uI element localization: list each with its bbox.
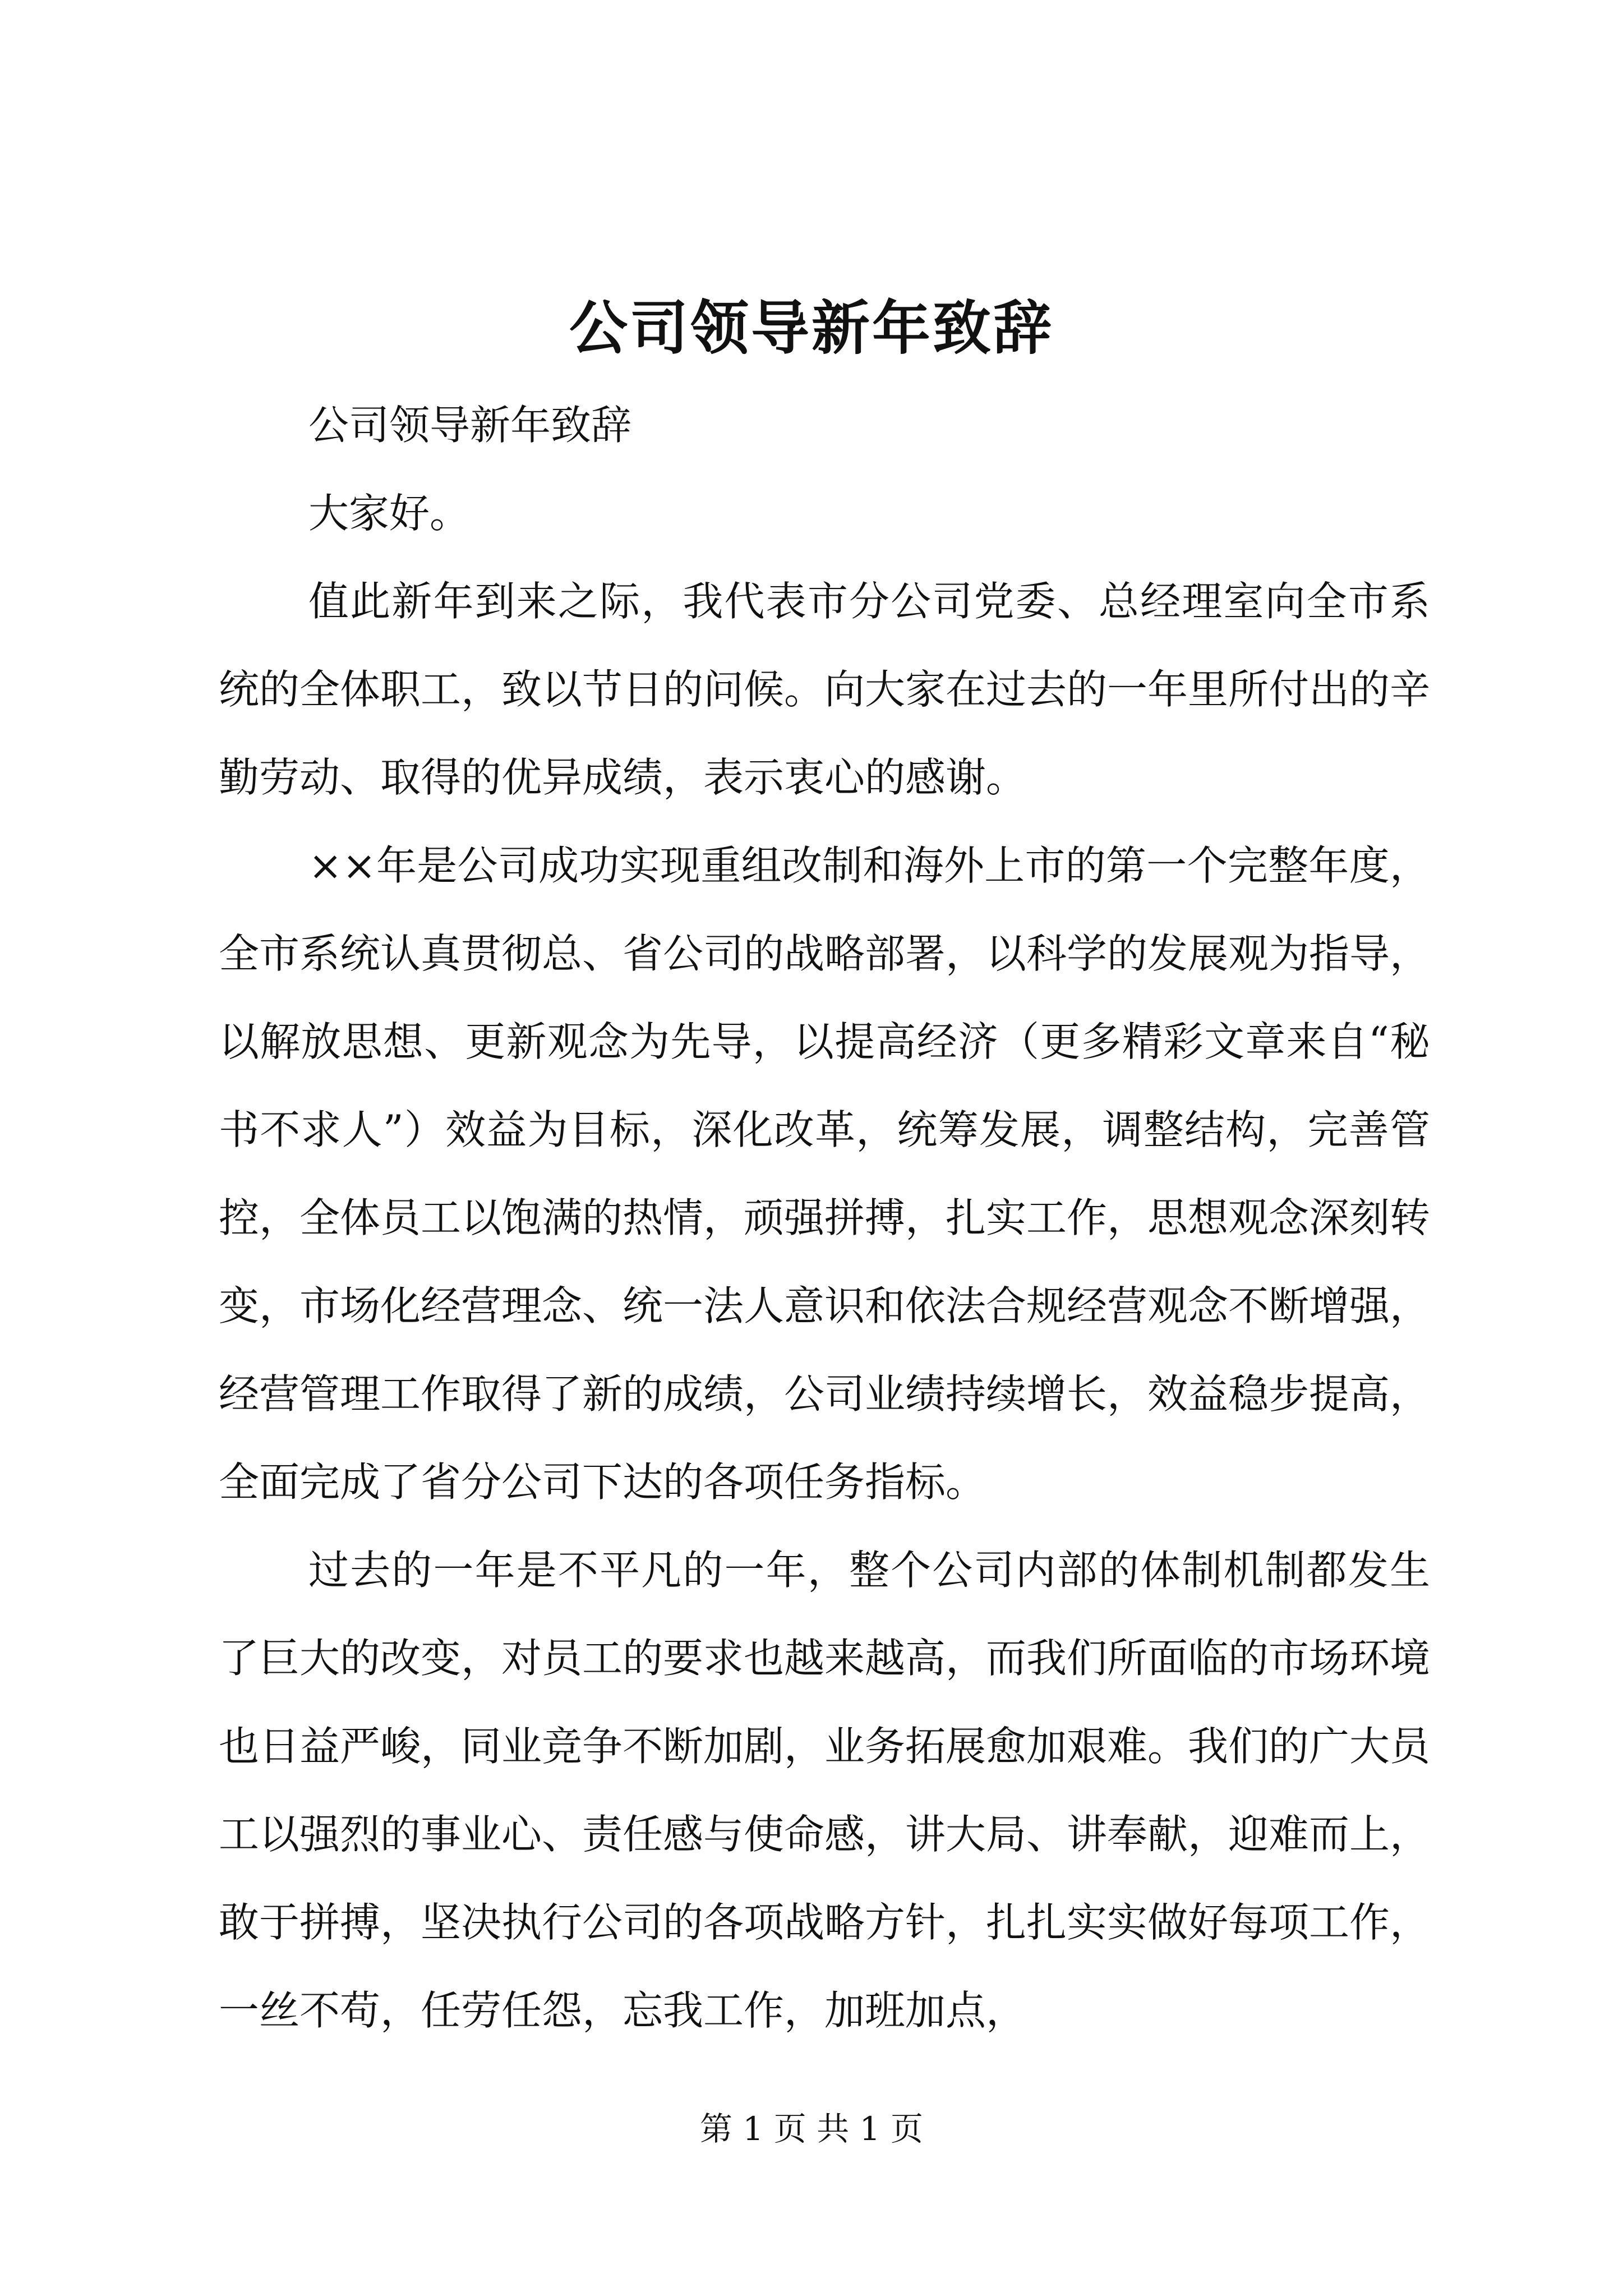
paragraph-new-year-wishes: 值此新年到来之际，我代表市分公司党委、总经理室向全市系统的全体职工，致以节日的问候。向大家在过去的一年里所付出的辛勤劳动、取得的优异成绩，表示衷心的感谢。 — [219, 578, 1431, 801]
paragraph-annual-review: ××年是公司成功实现重组改制和海外上市的第一个完整年度，全市系统认真贯彻总、省公司的战略部署，以科学的发展观为指导，以解放思想、更新观念为先导，以提高经济（更多精彩文章来自“秘书不求人”）效益为目标，深化改革，统筹发展，调整结构，完善管控，全体员工以饱满的热情，顽强拼搏，扎实工作，思想观念深刻转变，市场化经营理念、统一法人意识和依法合规经营观念不断增强，经营管理工作取得了新的成绩，公司业绩持续增长，效益稳步提高，全面完成了省分公司下达的各项任务指标。 — [219, 842, 1431, 1506]
document-title: 公司领导新年致辞 — [569, 293, 1054, 362]
document-body — [219, 381, 1430, 2055]
page-number-footer: 第 1 页 共 1 页 — [700, 2110, 923, 2148]
paragraph-greeting: 大家好。 — [308, 490, 471, 537]
paragraph-subtitle: 公司领导新年致辞 — [308, 402, 632, 449]
paragraph-past-year: 过去的一年是不平凡的一年，整个公司内部的体制机制都发生了巨大的改变，对员工的要求也越来越高，而我们所面临的市场环境也日益严峻，同业竞争不断加剧，业务拓展愈加艰难。我们的广大员工以强烈的事业心、责任感与使命感，讲大局、讲奉献，迎难而上，敢于拼搏，坚决执行公司的各项战略方针，扎扎实实做好每项工作，一丝不苟，任劳任怨，忘我工作，加班加点， — [219, 1547, 1431, 2034]
